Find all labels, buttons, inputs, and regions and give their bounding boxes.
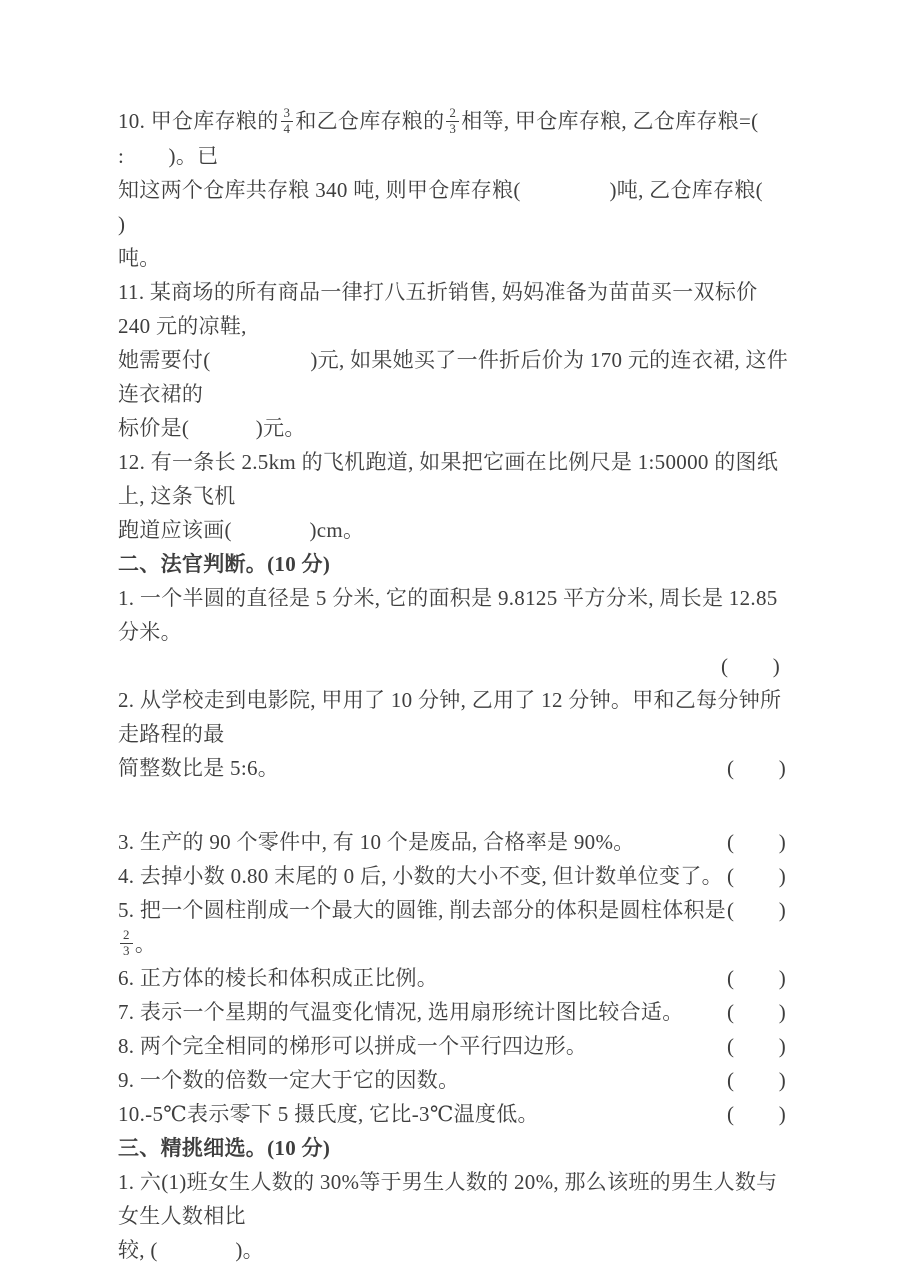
question-10 <box>118 104 852 275</box>
question-10-text-b: 和乙仓库存粮的 <box>295 109 445 133</box>
question-12-line-1: 12. 有一条长 2.5km 的飞机跑道, 如果把它画在比例尺是 1:50000 的图纸上, 这条飞机 <box>118 449 779 508</box>
fraction-3-4 <box>281 106 294 137</box>
answer-brackets: ( ) <box>727 897 786 922</box>
judge-item-8-text: 8. 两个完全相同的梯形可以拼成一个平行四边形。 <box>118 1034 588 1059</box>
judge-section-heading: 二、法官判断。(10 分) <box>118 551 331 576</box>
judge-item-10-text: 10.-5℃表示零下 5 摄氏度, 它比-3℃温度低。 <box>118 1102 539 1127</box>
judge-item-2-text-line-2 <box>118 751 792 785</box>
fraction-denominator: 3 <box>123 943 130 959</box>
judge-section <box>118 547 792 1132</box>
judge-item-7 <box>118 995 792 1029</box>
judge-item-4-text: 4. 去掉小数 0.80 末尾的 0 后, 小数的大小不变, 但计数单位变了。 <box>118 863 723 888</box>
judge-item-2-text-line-1: 2. 从学校走到电影院, 甲用了 10 分钟, 乙用了 12 分钟。甲和乙每分钟所走路程的最 <box>118 687 782 746</box>
question-10-text-a: 10. 甲仓库存粮的 <box>118 109 279 133</box>
judge-item-7-text: 7. 表示一个星期的气温变化情况, 选用扇形统计图比较合适。 <box>118 1000 684 1025</box>
judge-item-6-text: 6. 正方体的棱长和体积成正比例。 <box>118 966 439 991</box>
judge-item-5-text-a: 5. 把一个圆柱削成一个最大的圆锥, 削去部分的体积是圆柱体积是 <box>118 897 727 922</box>
judge-item-1-answer-line <box>118 649 792 683</box>
judge-item-5-text <box>118 893 727 962</box>
judge-item-4 <box>118 859 792 893</box>
judge-item-3-text: 3. 生产的 90 个零件中, 有 10 个是废品, 合格率是 90%。 <box>118 829 635 854</box>
judge-item-2 <box>118 683 792 785</box>
question-12 <box>118 445 792 547</box>
blank-gap <box>118 785 792 825</box>
judge-item-5-text-b: 。 <box>134 931 157 956</box>
choice-question-1-line-1: 1. 六(1)班女生人数的 30%等于男生人数的 20%, 那么该班的男生人数与女生人数相比 <box>118 1170 778 1229</box>
question-10-line-2: 知这两个仓库共存粮 340 吨, 则甲仓库存粮( )吨, 乙仓库存粮( ) <box>118 177 852 236</box>
judge-item-5 <box>118 893 792 962</box>
judge-item-1 <box>118 581 792 683</box>
question-10-line-3: 吨。 <box>118 245 161 270</box>
fraction-2-3 <box>446 106 459 137</box>
judge-item-1-text: 1. 一个半圆的直径是 5 分米, 它的面积是 9.8125 平方分米, 周长是 12.85 分米。 <box>118 585 784 644</box>
fraction-numerator: 2 <box>120 928 133 944</box>
judge-item-9-text: 9. 一个数的倍数一定大于它的因数。 <box>118 1068 460 1093</box>
answer-brackets: ( ) <box>727 1068 786 1093</box>
fill-in-section <box>118 104 852 547</box>
answer-brackets: ( ) <box>727 1034 786 1059</box>
question-11-line-1: 11. 某商场的所有商品一律打八五折销售, 妈妈准备为苗苗买一双标价 240 元的凉鞋, <box>118 279 763 338</box>
judge-item-8 <box>118 1029 792 1063</box>
answer-brackets: ( ) <box>727 1102 786 1127</box>
judge-item-9 <box>118 1063 792 1097</box>
answer-brackets: ( ) <box>721 653 780 678</box>
judge-item-6 <box>118 961 792 995</box>
answer-brackets: ( ) <box>727 829 786 854</box>
question-10-line-1 <box>118 104 803 173</box>
question-12-line-2: 跑道应该画( )cm。 <box>118 517 365 542</box>
question-11-line-3: 标价是( )元。 <box>118 415 306 440</box>
choice-section-heading: 三、精挑细选。(10 分) <box>118 1136 331 1161</box>
choice-question-1-line-2: 较, ( )。 <box>118 1238 264 1263</box>
choice-section <box>118 1131 792 1267</box>
fraction-denominator: 4 <box>283 120 291 136</box>
answer-brackets: ( ) <box>727 863 786 888</box>
question-11 <box>118 275 792 445</box>
judge-item-10 <box>118 1097 792 1131</box>
answer-brackets: ( ) <box>727 1000 786 1025</box>
fraction-numerator: 3 <box>281 106 294 122</box>
judge-item-3 <box>118 825 792 859</box>
fraction-numerator: 2 <box>446 106 459 122</box>
fraction-denominator: 3 <box>449 120 457 136</box>
fraction-2-3 <box>120 928 133 959</box>
question-10-text-c: 相等, 甲仓库存粮, 乙仓库存粮=( : )。已 <box>118 109 803 168</box>
answer-brackets: ( ) <box>727 755 786 780</box>
answer-brackets: ( ) <box>727 966 786 991</box>
question-11-line-2: 她需要付( )元, 如果她买了一件折后价为 170 元的连衣裙, 这件连衣裙的 <box>118 347 789 406</box>
page-content <box>118 104 852 1267</box>
judge-item-2-text: 简整数比是 5:6。 <box>118 755 280 780</box>
choice-question-1 <box>118 1165 792 1267</box>
